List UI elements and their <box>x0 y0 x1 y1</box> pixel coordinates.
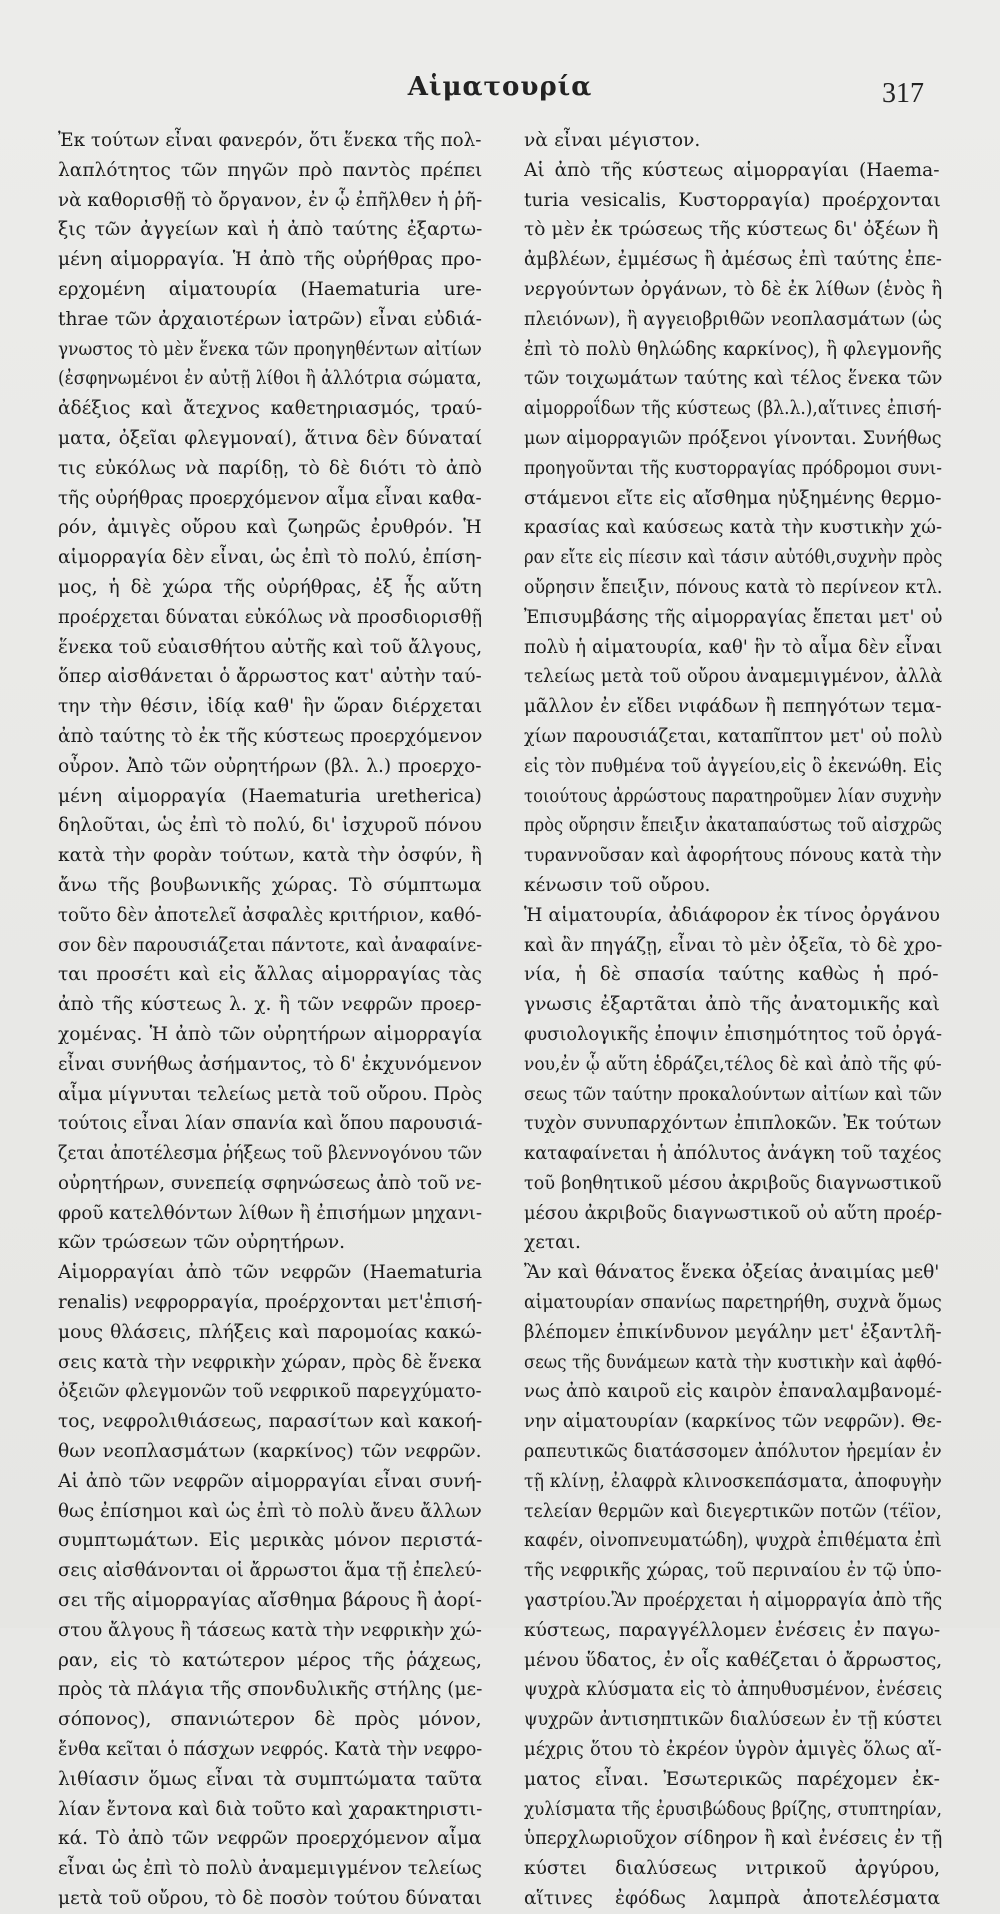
text-line: εἶναι συνήθως ἀσήμαντος, τὸ δ' ἐκχυνόμενον <box>58 1053 482 1075</box>
text-line: μους θλάσεις, πλήξεις καὶ παρομοίας κακώ- <box>58 1321 482 1343</box>
text-line: Αἱ ἀπὸ τῶν νεφρῶν αἱμορραγίαι εἶναι συνή- <box>58 1470 482 1492</box>
text-line: ματος εἶναι. Ἐσωτερικῶς παρέχομεν ἐκ- <box>524 1768 940 1790</box>
text-line: μος, ἡ δὲ χώρα τῆς οὐρήθρας, ἐξ ἧς αὕτη <box>58 576 482 598</box>
text-line: σει τῆς αἱμορραγίας αἴσθημα βάρους ἢ ἀορί- <box>58 1590 482 1612</box>
text-line: σον δὲν παρουσιάζεται πάντοτε, καὶ ἀναφαίνε- <box>58 934 482 956</box>
text-line: ραπευτικῶς διατάσσομεν ἀπόλυτον ἠρεμίαν ἐν <box>524 1441 942 1463</box>
text-line: ἕνεκα τοῦ εὐαισθήτου αὐτῆς καὶ τοῦ ἄλγους, <box>58 636 482 658</box>
text-line: Ἡ αἱματουρία, ἀδιάφορον ἐκ τίνος ὀργάνου <box>524 904 940 926</box>
text-line: ἐπὶ τὸ πολὺ θηλώδης καρκίνος), ἢ φλεγμονῆς <box>524 338 942 360</box>
text-line: χεται. <box>524 1232 581 1254</box>
text-line: Ἂν καὶ θάνατος ἕνεκα ὀξείας ἀναιμίας μεθ' <box>524 1262 940 1284</box>
text-line: αἱματουρίαν σπανίως παρετηρήθη, συχνὰ ὅμως <box>524 1292 942 1314</box>
text-line: αἱμορραγία δὲν εἶναι, ὡς ἐπὶ τὸ πολύ, ἐπίση- <box>58 547 482 569</box>
text-line: μετὰ τοῦ οὔρου, τὸ δὲ ποσὸν τούτου δύναται <box>58 1888 482 1910</box>
text-line: ψυχρὰ κλύσματα εἰς τὸ ἀπηυθυσμένον, ἐνέσεις <box>524 1679 942 1701</box>
text-line: νου,ἐν ᾧ αὕτη ἑδράζει,τέλος δὲ καὶ ἀπὸ τῆς φύ- <box>524 1053 942 1075</box>
text-line: κύστεως, παραγγέλλομεν ἐνέσεις ἐν παγω- <box>524 1619 941 1641</box>
text-line: προηγοῦνται τῆς κυστορραγίας πρόδρομοι συνι- <box>524 457 943 479</box>
text-line: σόπονος), σπανιώτερον δὲ πρὸς μόνον, <box>58 1709 482 1731</box>
text-line: δηλοῦται, ὡς ἐπὶ τὸ πολύ, δι' ἰσχυροῦ πόνου <box>58 815 482 837</box>
text-line: σεις κατὰ τὴν νεφρικὴν χώραν, πρὸς δὲ ἕνεκα <box>58 1351 482 1373</box>
text-line: εἰς τὸν πυθμένα τοῦ ἀγγείου,εἰς ὃ ἐκενώθη. Εἰς <box>524 755 942 777</box>
text-line: κένωσιν τοῦ οὔρου. <box>524 874 711 896</box>
text-line: ρόν, ἀμιγὲς οὔρου καὶ ζωηρῶς ἐρυθρόν. Ἡ <box>58 517 482 539</box>
text-line: thrae τῶν ἀρχαιοτέρων ἰατρῶν) εἶναι εὐδιά- <box>58 308 482 330</box>
text-line: γνωστος τὸ μὲν ἕνεκα τῶν προηγηθέντων αἰτίων <box>58 338 482 360</box>
text-line: γαστρίου.Ἂν προέρχεται ἡ αἱμορραγία ἀπὸ τῆς <box>524 1590 942 1612</box>
text-line: τυραννοῦσαν καὶ ἀφορήτους πόνους κατὰ τὴν <box>524 845 942 867</box>
text-line: κύστει διαλύσεως νιτρικοῦ ἀργύρου, <box>524 1858 941 1880</box>
text-line: μων αἱμορραγιῶν πρόξενοι γίνονται. Συνήθως <box>524 427 942 449</box>
text-line: πολὺ ἡ αἱματουρία, καθ' ἣν τὸ αἷμα δὲν εἶναι <box>524 636 943 658</box>
text-line: σεως τῆς δυνάμεων κατὰ τὴν κυστικὴν καὶ ἀφθό- <box>524 1351 942 1373</box>
text-line: Αἱμορραγίαι ἀπὸ τῶν νεφρῶν (Haematuria <box>58 1262 482 1284</box>
text-line: λίαν ἔντονα καὶ διὰ τοῦτο καὶ χαρακτηριστι- <box>58 1798 483 1820</box>
text-line: Ἐκ τούτων εἶναι φανερόν, ὅτι ἕνεκα τῆς πολ- <box>58 130 482 151</box>
text-line: μένη αἱμορραγία. Ἡ ἀπὸ τῆς οὐρήθρας προ- <box>58 249 482 271</box>
text-line: ξις τῶν ἀγγείων καὶ ἡ ἀπὸ ταύτης ἐξαρτω- <box>58 219 482 241</box>
text-line: οὖρον. Ἀπὸ τῶν οὐρητήρων (βλ. λ.) προερχο- <box>58 755 482 777</box>
text-line: ματα, ὀξεῖαι φλεγμοναί), ἅτινα δὲν δύναταί <box>58 427 482 449</box>
text-line: χυλίσματα τῆς ἐρυσιβώδους βρίζης, στυπτηρίαν, <box>524 1798 942 1820</box>
text-line: φροῦ κατελθόντων λίθων ἢ ἐπισήμων μηχανι- <box>58 1202 483 1224</box>
text-line: turia vesicalis, Κυστορραγία) προέρχονται <box>524 189 941 211</box>
text-line: ἀμβλέων, ἐμμέσως ἢ ἀμέσως ἐπὶ ταύτης ἐπε- <box>524 249 942 271</box>
text-line: ται προσέτι καὶ εἰς ἄλλας αἱμορραγίας τὰς <box>58 964 482 986</box>
text-line: σεως τῶν ταύτην προκαλούντων αἰτίων καὶ τῶν <box>524 1083 942 1105</box>
text-line: τοῦτο δὲν ἀποτελεῖ ἀσφαλὲς κριτήριον, καθό- <box>58 904 482 926</box>
text-line: προέρχεται δύναται εὐκόλως νὰ προσδιορισθῇ <box>58 606 483 628</box>
text-line: ἀδέξιος καὶ ἄτεχνος καθετηριασμός, τραύ- <box>58 398 482 420</box>
page-number: 317 <box>882 78 924 109</box>
text-line: χίων παρουσιάζεται, καταπῖπτον μετ' οὐ πολὺ <box>524 725 942 747</box>
text-line: καφέν, οἰνοπνευματώδη), ψυχρὰ ἐπιθέματα ἐπὶ <box>524 1530 942 1552</box>
text-line: μᾶλλον ἐν εἴδει νιφάδων ἢ πεπηγότων τεμα- <box>524 696 942 718</box>
text-line: θως ἐπίσημοι καὶ ὡς ἐπὶ τὸ πολὺ ἄνευ ἄλλων <box>58 1500 482 1522</box>
text-line: τελείαν θερμῶν καὶ διεγερτικῶν ποτῶν (τέϊον, <box>524 1500 942 1522</box>
text-line: ζεται ἀποτέλεσμα ῥήξεως τοῦ βλεννογόνου τῶν <box>58 1143 483 1165</box>
running-head <box>0 72 1000 112</box>
text-line: κῶν τρώσεων τῶν οὐρητήρων. <box>58 1232 346 1254</box>
text-line: τυχὸν συνυπαρχόντων ἐπιπλοκῶν. Ἐκ τούτων <box>524 1113 942 1135</box>
text-line: ερχομένη αἱματουρία (Haematuria ure- <box>58 278 482 300</box>
text-line: νως ἀπὸ καιροῦ εἰς καιρὸν ἐπαναλαμβανομέ- <box>524 1381 942 1403</box>
text-line: γνωσις ἐξαρτᾶται ἀπὸ τῆς ἀνατομικῆς καὶ <box>524 994 940 1016</box>
text-line: χομένας. Ἡ ἀπὸ τῶν οὐρητήρων αἱμορραγία <box>58 1023 482 1045</box>
text-line: renalis) νεφρορραγία, προέρχονται μετ'ἐπισή- <box>58 1292 483 1314</box>
text-line: Ἐπισυμβάσης τῆς αἱμορραγίας ἔπεται μετ' οὐ <box>524 606 943 628</box>
text-line: (ἐσφηνωμένοι ἐν αὐτῇ λίθοι ἢ ἀλλότρια σώματα, <box>58 368 482 390</box>
left-text-column <box>58 126 482 1914</box>
text-line: κατὰ τὴν φορὰν τούτων, κατὰ τὴν ὀσφύν, ἢ <box>58 845 482 867</box>
text-line: καὶ ἂν πηγάζῃ, εἶναι τὸ μὲν ὀξεῖα, τὸ δὲ χρο- <box>524 934 943 956</box>
text-line: ψυχρῶν ἀντισηπτικῶν διαλύσεων ἐν τῇ κύστει <box>524 1709 942 1731</box>
text-line: τις εὐκόλως νὰ παρίδῃ, τὸ δὲ διότι τὸ ἀπὸ <box>58 457 482 479</box>
text-line: τὸ μὲν ἐκ τρώσεως τῆς κύστεως δι' ὀξέων ἢ <box>524 219 939 241</box>
text-line: κρασίας καὶ καύσεως κατὰ τὴν κυστικὴν χώ- <box>524 517 942 539</box>
text-line: τελείως μετὰ τοῦ οὔρου ἀναμεμιγμένον, ἀλλὰ <box>524 666 942 688</box>
text-line: λαπλότητος τῶν πηγῶν πρὸ παντὸς πρέπει <box>58 159 482 181</box>
text-line: εἶναι ὡς ἐπὶ τὸ πολὺ ἀναμεμιγμένον τελείως <box>58 1858 482 1880</box>
text-line: Αἱ ἀπὸ τῆς κύστεως αἱμορραγίαι (Haema- <box>524 159 940 181</box>
text-line: οὔρησιν ἔπειξιν, πόνους κατὰ τὸ περίνεον κτλ. <box>524 576 942 598</box>
text-line: ὅπερ αἰσθάνεται ὁ ἄρρωστος κατ' αὐτὴν ταύ- <box>58 666 482 688</box>
text-line: ἀπὸ ταύτης τὸ ἐκ τῆς κύστεως προερχόμενον <box>58 725 482 747</box>
text-line: τῇ κλίνῃ, ἐλαφρὰ κλινοσκεπάσματα, ἀποφυγὴν <box>524 1470 942 1492</box>
text-line: ἔνθα κεῖται ὁ πάσχων νεφρός. Κατὰ τὴν νεφρο- <box>58 1739 482 1761</box>
text-line: στάμενοι εἴτε εἰς αἴσθημα ηὐξημένης θερμο- <box>524 487 942 509</box>
text-line: πλειόνων), ἢ αγγειοβριθῶν νεοπλασμάτων (ὡς <box>524 308 942 330</box>
text-line: τοιούτους ἀρρώστους παρατηροῦμεν λίαν συχνὴν <box>524 785 942 807</box>
text-line: μέχρις ὅτου τὸ ἐκρέον ὑγρὸν ἀμιγὲς ὅλως αἵ- <box>524 1739 942 1761</box>
text-line: νὰ καθορισθῇ τὸ ὄργανον, ἐν ᾧ ἐπῆλθεν ἡ ῥῆ- <box>58 189 483 211</box>
text-line: σεις αἰσθάνονται οἱ ἄρρωστοι ἅμα τῇ ἐπελεύ- <box>58 1560 482 1582</box>
text-line: τοῦ βοηθητικοῦ μέσου ἀκριβοῦς διαγνωστικοῦ <box>524 1172 942 1194</box>
text-line: οὐρητήρων, συνεπείᾳ σφηνώσεως ἀπὸ τοῦ νε- <box>58 1172 482 1194</box>
text-line: ραν, εἰς τὸ κατώτερον μέρος τῆς ῥάχεως, <box>58 1649 482 1671</box>
text-line: αἱμορροΐδων τῆς κύστεως (βλ.λ.),αἵτινες ἐπισή- <box>524 398 942 420</box>
text-line: βλέπομεν ἐπικίνδυνον μεγάλην μετ' ἐξαντλῆ- <box>524 1321 942 1343</box>
text-line: καταφαίνεται ἡ ἀπόλυτος ἀνάγκη τοῦ ταχέος <box>524 1143 942 1165</box>
text-line: πρὸς τὰ πλάγια τῆς σπονδυλικῆς στήλης (με- <box>58 1679 483 1701</box>
text-line: νὰ εἶναι μέγιστον. <box>524 130 701 151</box>
text-line: αἵτινες ἐφόδως λαμπρὰ ἀποτελέσματα <box>524 1888 941 1910</box>
text-line: ὑπερχλωριοῦχον σίδηρον ἢ καὶ ἐνέσεις ἐν τῇ <box>524 1828 942 1850</box>
text-line: αἷμα μίγνυται τελείως μετὰ τοῦ οὔρου. Πρὸς <box>58 1083 482 1105</box>
text-line: τῆς οὐρήθρας προερχόμενον αἷμα εἶναι καθα- <box>58 487 482 509</box>
text-line: κά. Τὸ ἀπὸ τῶν νεφρῶν προερχόμενον αἷμα <box>58 1828 482 1850</box>
text-line: μένου ὕδατος, ἐν οἷς καθέζεται ὁ ἄρρωστος, <box>524 1649 943 1671</box>
text-line: θων νεοπλασμάτων (καρκίνος) τῶν νεφρῶν. <box>58 1441 482 1463</box>
right-text-column <box>524 126 942 1914</box>
text-line: νία, ἡ δὲ σπασία ταύτης καθὼς ἡ πρό- <box>524 964 939 986</box>
text-line: τούτοις εἶναι λίαν σπανία καὶ ὅπου παρουσιά- <box>58 1113 483 1135</box>
text-line: φυσιολογικῆς ἐποψιν ἐπισημότητος τοῦ ὀργά- <box>524 1023 942 1045</box>
running-head-title: Αἱματουρία <box>407 72 593 102</box>
text-line: μένη αἱμορραγία (Haematuria uretherica) <box>58 785 482 807</box>
text-line: τῆς νεφρικῆς χώρας, τοῦ περιναίου ἐν τῷ ὑπο- <box>524 1560 942 1582</box>
text-line: στου ἄλγους ἢ τάσεως κατὰ τὴν νεφρικὴν χώ- <box>58 1619 482 1641</box>
text-line: τῶν τοιχωμάτων ταύτης καὶ τέλος ἕνεκα τῶν <box>524 368 942 390</box>
text-line: ραν εἴτε εἰς πίεσιν καὶ τάσιν αὐτόθι,συχνὴν πρὸς <box>524 547 942 569</box>
text-line: συμπτωμάτων. Εἰς μερικὰς μόνον περιστά- <box>58 1530 482 1552</box>
text-line: πρὸς οὔρησιν ἔπειξιν ἀκαταπαύστως τοῦ αἰσχρῶς <box>524 815 942 837</box>
text-line: ὀξειῶν φλεγμονῶν τοῦ νεφρικοῦ παρεγχύματο- <box>58 1381 482 1403</box>
text-line: ἄνω τῆς βουβωνικῆς χώρας. Τὸ σύμπτωμα <box>58 874 482 896</box>
text-line: τος, νεφρολιθιάσεως, παρασίτων καὶ κακοή- <box>58 1411 482 1433</box>
text-line: νην αἱματουρίαν (καρκίνος τῶν νεφρῶν). Θε- <box>524 1411 942 1433</box>
text-line: μέσου ἀκριβοῦς διαγνωστικοῦ οὐ αὕτη προέρ- <box>524 1202 942 1224</box>
text-line: νεργούντων ὀργάνων, τὸ δὲ ἐκ λίθων (ἑνὸς ἢ <box>524 278 943 300</box>
text-line: την τὴν θέσιν, ἰδίᾳ καθ' ἣν ὥραν διέρχεται <box>58 696 482 718</box>
text-line: λιθίασιν ὅμως εἶναι τὰ συμπτώματα ταῦτα <box>58 1768 482 1790</box>
text-line: ἀπὸ τῆς κύστεως λ. χ. ἢ τῶν νεφρῶν προερ- <box>58 994 482 1016</box>
